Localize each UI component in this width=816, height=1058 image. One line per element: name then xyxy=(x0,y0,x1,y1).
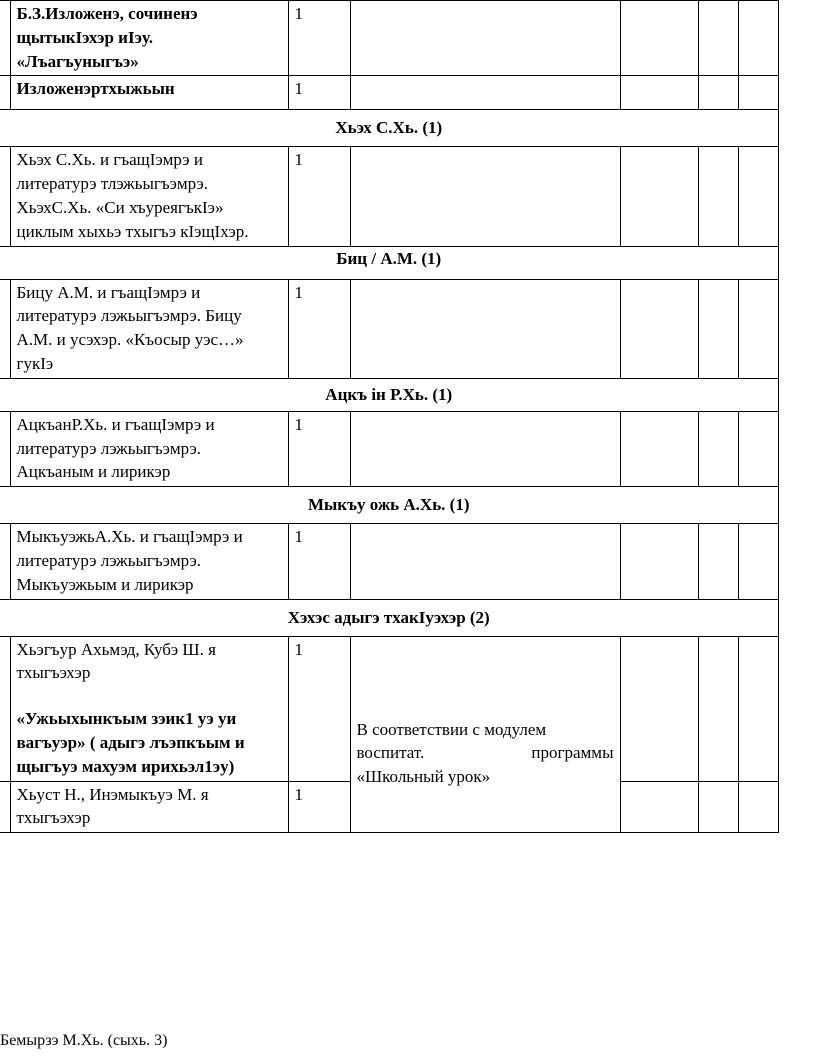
table-row xyxy=(0,524,778,599)
table-row xyxy=(0,76,778,110)
lesson-topic: Бицу А.М. и гъащIэмрэ и литературэ лэжьыгъэмрэ. Бицу А.М. и усэхэр. «Къосыр уэс…» гукIэ xyxy=(10,279,288,378)
note-line: «Школьный урок» xyxy=(356,767,491,787)
section-row xyxy=(0,599,778,636)
table-row xyxy=(0,1,778,76)
hours-cell: 1 xyxy=(288,524,350,599)
program-note xyxy=(350,636,620,833)
section-title: Хьэх С.Хь. (1) xyxy=(0,110,778,147)
topic-cell xyxy=(10,1,288,76)
section-title: Хэхэс адыгэ тхакIуэхэр (2) xyxy=(0,599,778,636)
section-row xyxy=(0,487,778,524)
hours-cell: 1 xyxy=(288,781,350,833)
note-line: В соответствии с модулем xyxy=(356,719,547,739)
lesson-topic-text: Хьэгъур Ахьмэд, Кубэ Ш. я тхыгъэхэр xyxy=(16,639,216,683)
section-title: Мыкъу ожь А.Хь. (1) xyxy=(0,487,778,524)
table-row xyxy=(0,147,778,246)
lesson-topic: Хьэх С.Хь. и гъащIэмрэ и литературэ тлэжьыгъэмрэ. ХьэхС.Хь. «Си хъуреягъкIэ» циклым хыхьэ тхыгъэ кIэщIхэр. xyxy=(10,147,288,246)
lesson-topic xyxy=(10,636,288,781)
table-row xyxy=(0,279,778,378)
lesson-topic: АцкъанР.Хь. и гъащIэмрэ и литературэ лэжьыгъэмрэ. Ацкъаным и лирикэр xyxy=(10,411,288,486)
topic-cell: Изложенэртхыжьын xyxy=(10,76,288,110)
lesson-topic: Хьуст Н., Инэмыкъуэ М. я тхыгъэхэр xyxy=(10,781,288,833)
table-row xyxy=(0,636,778,781)
section-row xyxy=(0,110,778,147)
hours-cell: 1 xyxy=(288,76,350,110)
footer-text: Бемырзэ М.Хь. (сыхь. 3) xyxy=(0,1032,168,1049)
topic-line: «Лъагъуныгъэ» xyxy=(16,51,139,71)
hours-cell: 1 xyxy=(288,636,350,781)
hours-cell: 1 xyxy=(288,147,350,246)
section-row xyxy=(0,246,778,279)
lesson-topic-bold: «Ужьыхынкъым зэик1 уэ уи вагъуэр» ( адыгэ лъэпкъым и щыгъуэ махуэм ирихьэл1эу) xyxy=(16,709,245,776)
section-title: Биц / А.М. (1) xyxy=(0,246,778,279)
hours-cell: 1 xyxy=(288,1,350,76)
topic-line: щытыкIэхэр иIэу. xyxy=(16,27,153,47)
section-row xyxy=(0,378,778,411)
hours-cell: 1 xyxy=(288,411,350,486)
table-row xyxy=(0,411,778,486)
hours-cell: 1 xyxy=(288,279,350,378)
topic-line: Б.З.Изложенэ, сочиненэ xyxy=(16,4,198,23)
section-title: Ацкъ ін Р.Хь. (1) xyxy=(0,378,778,411)
lesson-topic: МыкъуэжьА.Хь. и гъащIэмрэ и литературэ лэжьыгъэмрэ. Мыкъуэжьым и лирикэр xyxy=(10,524,288,599)
note-line: воспитат. программы xyxy=(356,743,614,763)
